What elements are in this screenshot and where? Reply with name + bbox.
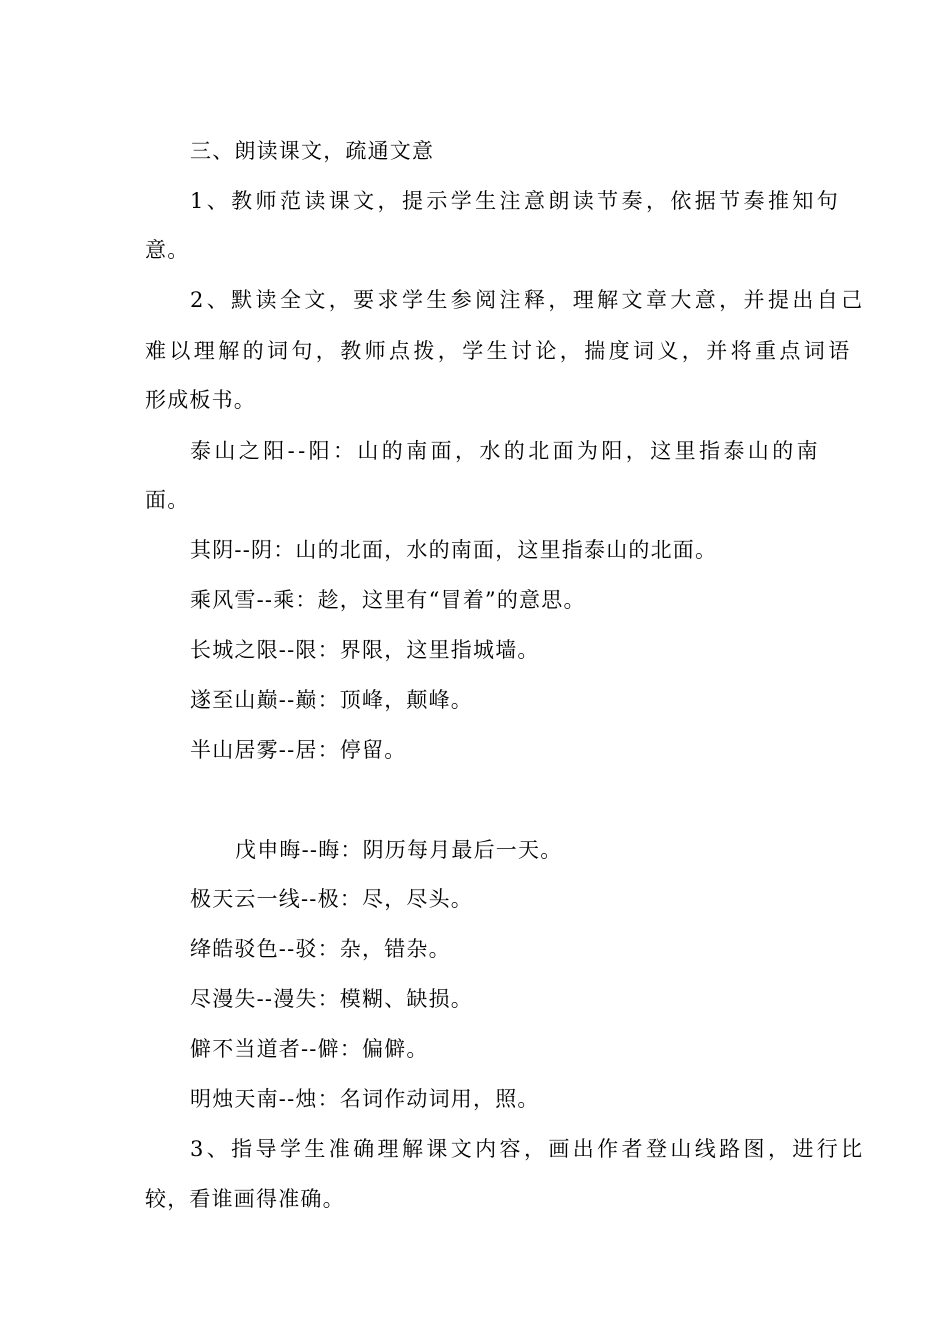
gloss-item-yin: 其阴--阴：山的北面，水的南面，这里指泰山的北面。 (190, 538, 718, 562)
step2-line1: 2、默读全文，要求学生参阅注释，理解文章大意，并提出自己 (190, 288, 866, 312)
section-heading: 三、朗读课文，疏通文意 (190, 139, 435, 163)
step1-line1: 1、教师范读课文，提示学生注意朗读节奏，依据节奏推知句 (190, 189, 842, 213)
gloss-item-ju: 半山居雾--居：停留。 (190, 738, 407, 762)
gloss-item-pi: 僻不当道者--僻：偏僻。 (190, 1037, 429, 1061)
gloss-item-dian: 遂至山巅--巅：顶峰，颠峰。 (190, 688, 473, 712)
gloss-item-yang-line2: 面。 (145, 488, 190, 512)
gloss-item-xian: 长城之限--限：界限，这里指城墙。 (190, 638, 540, 662)
gloss-item-bo: 绛皓驳色--驳：杂，错杂。 (190, 937, 451, 961)
gloss-item-yang-line1: 泰山之阳--阳：山的南面，水的北面为阳，这里指泰山的南 (190, 439, 821, 463)
gloss-item-cheng: 乘风雪--乘：趁，这里有“冒着”的意思。 (190, 588, 586, 612)
step2-line2: 难以理解的词句，教师点拨，学生讨论，揣度词义，并将重点词语 (145, 339, 853, 363)
step2-line3: 形成板书。 (145, 388, 256, 412)
gloss-item-zhu: 明烛天南--烛：名词作动词用，照。 (190, 1087, 540, 1111)
gloss-item-hui: 戊申晦--晦：阴历每月最后一天。 (235, 838, 563, 862)
step3-line2: 较，看谁画得准确。 (145, 1187, 345, 1211)
gloss-item-manshi: 尽漫失--漫失：模糊、缺损。 (190, 987, 473, 1011)
step1-line2: 意。 (145, 238, 190, 262)
gloss-item-ji: 极天云一线--极：尽，尽头。 (190, 887, 473, 911)
step3-line1: 3、指导学生准确理解课文内容，画出作者登山线路图，进行比 (190, 1137, 866, 1161)
